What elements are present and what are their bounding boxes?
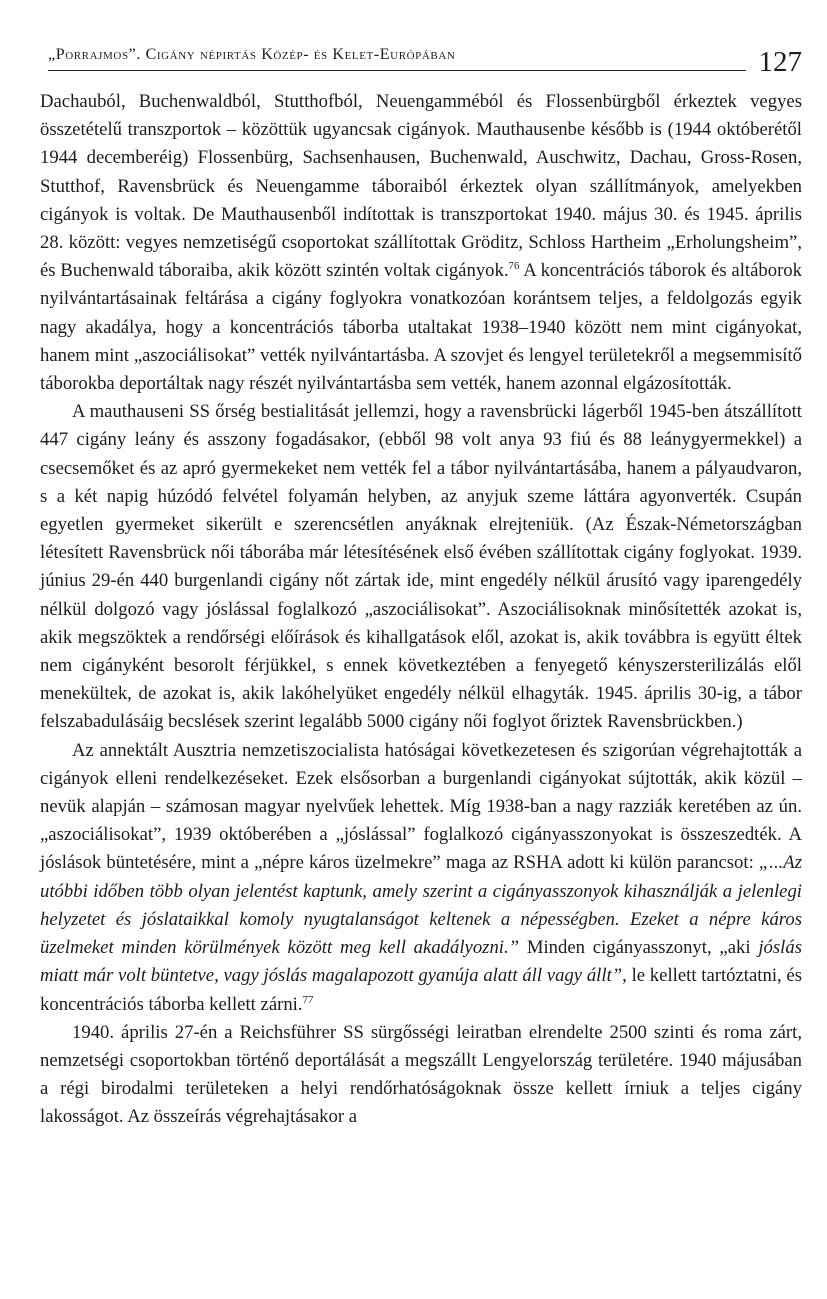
text-run: 1940. április 27-én a Reichsführer SS sürgősségi leiratban elrendelte 2500 szinti és roma zárt, nemzetségi csoportokban történő deportálását a megszállt Lengyelország területére. 1940 májusában a régi birodalmi területeken a helyi rendőrhatóságoknak össze kellett írniuk a teljes cigány lakosságot. Az összeírás végrehajtásakor a bbox=[40, 1021, 802, 1128]
text-run: Az annektált Ausztria nemzetiszocialista hatóságai következetesen és szigorúan végrehajtották a cigányok elleni rendelkezéseket. Ezek elsősorban a burgenlandi cigányokat sújtották, akik közül – nevük alapján – számosan magyar nyelvűek lehettek. Míg 1938-ban a nagy razziák keretében az ún. „aszociálisokat”, 1939 októberében a „jóslással” foglalkozó cigányasszonyokat is összeszedték. A jóslások büntetésére, mint a „népre káros üzelmekre” maga az RSHA adott ki külön parancsot: bbox=[40, 739, 802, 874]
body-text bbox=[40, 88, 802, 1132]
page-number: 127 bbox=[758, 46, 802, 78]
paragraph-3 bbox=[40, 737, 802, 1019]
text-run: A koncentrációs táborok és altáborok nyilvántartásainak feltárása a cigány foglyokra vonatkozóan korántsem teljes, a feldolgozás egyik nagy akadálya, hogy a koncentrációs táborba utaltakat 1938–1940 között nem mint cigányokat, hanem mint „aszociálisokat” vették nyilvántartásba. A szovjet és lengyel területekről a megsemmisítő táborokba deportáltak nagy részét nyilvántartásba sem vették, hanem azonnal elgázosították. bbox=[40, 260, 802, 395]
italic-quote: „...Az utóbbi időben több olyan jelentést kaptunk, amely szerint a cigányasszonyok kihasználják a jelenlegi helyzetet és jóslataikkal komoly nyugtalanságot keltenek a népességben. Ezeket a népre káros üzelmeket minden körülmények között meg kell akadályozni.” bbox=[40, 852, 802, 959]
footnote-ref: 77 bbox=[302, 993, 314, 1006]
footnote-ref: 76 bbox=[508, 259, 520, 272]
page-header bbox=[40, 40, 802, 88]
book-page bbox=[40, 40, 802, 1132]
text-run: le kellett tartóztatni, és koncentrációs táborba kellett zárni. bbox=[40, 965, 802, 1015]
text-run: A mauthauseni SS őrség bestialitását jellemzi, hogy a ravensbrücki lágerből 1945-ben átszállított 447 cigány leány és asszony fogadásakor, (ebből 98 volt anya 93 fiú és 88 leánygyermekkel) a csecsemőket és az apró gyermekeket nem vették fel a tábor nyilvántartásába, hanem a pályaudvaron, s a két napig húzódó felvétel folyamán helyben, az anyjuk szeme láttára agyonverték. Csupán egyetlen gyermeket sikerült e szerencsétlen anyáknak elrejteniük. (Az Észak-Németországban létesített Ravensbrück női táborába már létesítésének első évében szállítottak cigány foglyokat. 1939. június 29-én 440 burgenlandi cigány nőt zártak ide, mint engedély nélkül árusító vagy iparengedély nélkül dolgozó vagy jóslással foglalkozó „aszociálisokat”. Aszociálisoknak minősítették azokat is, akik megszöktek a rendőrségi előírások és kihallgatások elől, azokat is, akik továbbra is együtt éltek nem cigányként besorolt férjükkel, s ennek következtében a fenyegető kényszersterilizálás elől menekültek, de azokat is, akik lakóhelyüket engedély nélkül elhagyták. 1945. április 30-ig, a tábor felszabadulásáig becslések szerint legalább 5000 cigány női foglyot őriztek Ravensbrückben.) bbox=[40, 401, 802, 733]
paragraph-1 bbox=[40, 88, 802, 398]
italic-quote: jóslás miatt már volt büntetve, vagy jóslás magalapozott gyanúja alatt áll vagy állt”, bbox=[40, 937, 802, 987]
text-run: Minden cigányasszonyt, „aki bbox=[519, 937, 759, 959]
header-rule bbox=[48, 70, 746, 71]
running-head: „Porrajmos”. Cigány népirtás Közép- és Kelet-Európában bbox=[48, 46, 456, 63]
paragraph-4 bbox=[40, 1019, 802, 1132]
paragraph-2 bbox=[40, 398, 802, 736]
text-run: Dachauból, Buchenwaldból, Stutthofból, Neuengamméból és Flossenbürgből érkeztek vegyes összetételű transzportok – közöttük ugyancsak cigányok. Mauthausenbe később is (1944 októberétől 1944 decemberéig) Flossenbürg, Sachsenhausen, Buchenwald, Auschwitz, Dachau, Gross-Rosen, Stutthof, Ravensbrück és Neuengamme táboraiból érkeztek olyan szállítmányok, amelyekben cigányok is voltak. De Mauthausenből indítottak is transzportokat 1940. május 30. és 1945. április 28. között: vegyes nemzetiségű csoportokat szállítottak Gröditz, Schloss Hartheim „Erholungsheim”, és Buchenwald táboraiba, akik között szintén voltak cigányok. bbox=[40, 91, 802, 282]
